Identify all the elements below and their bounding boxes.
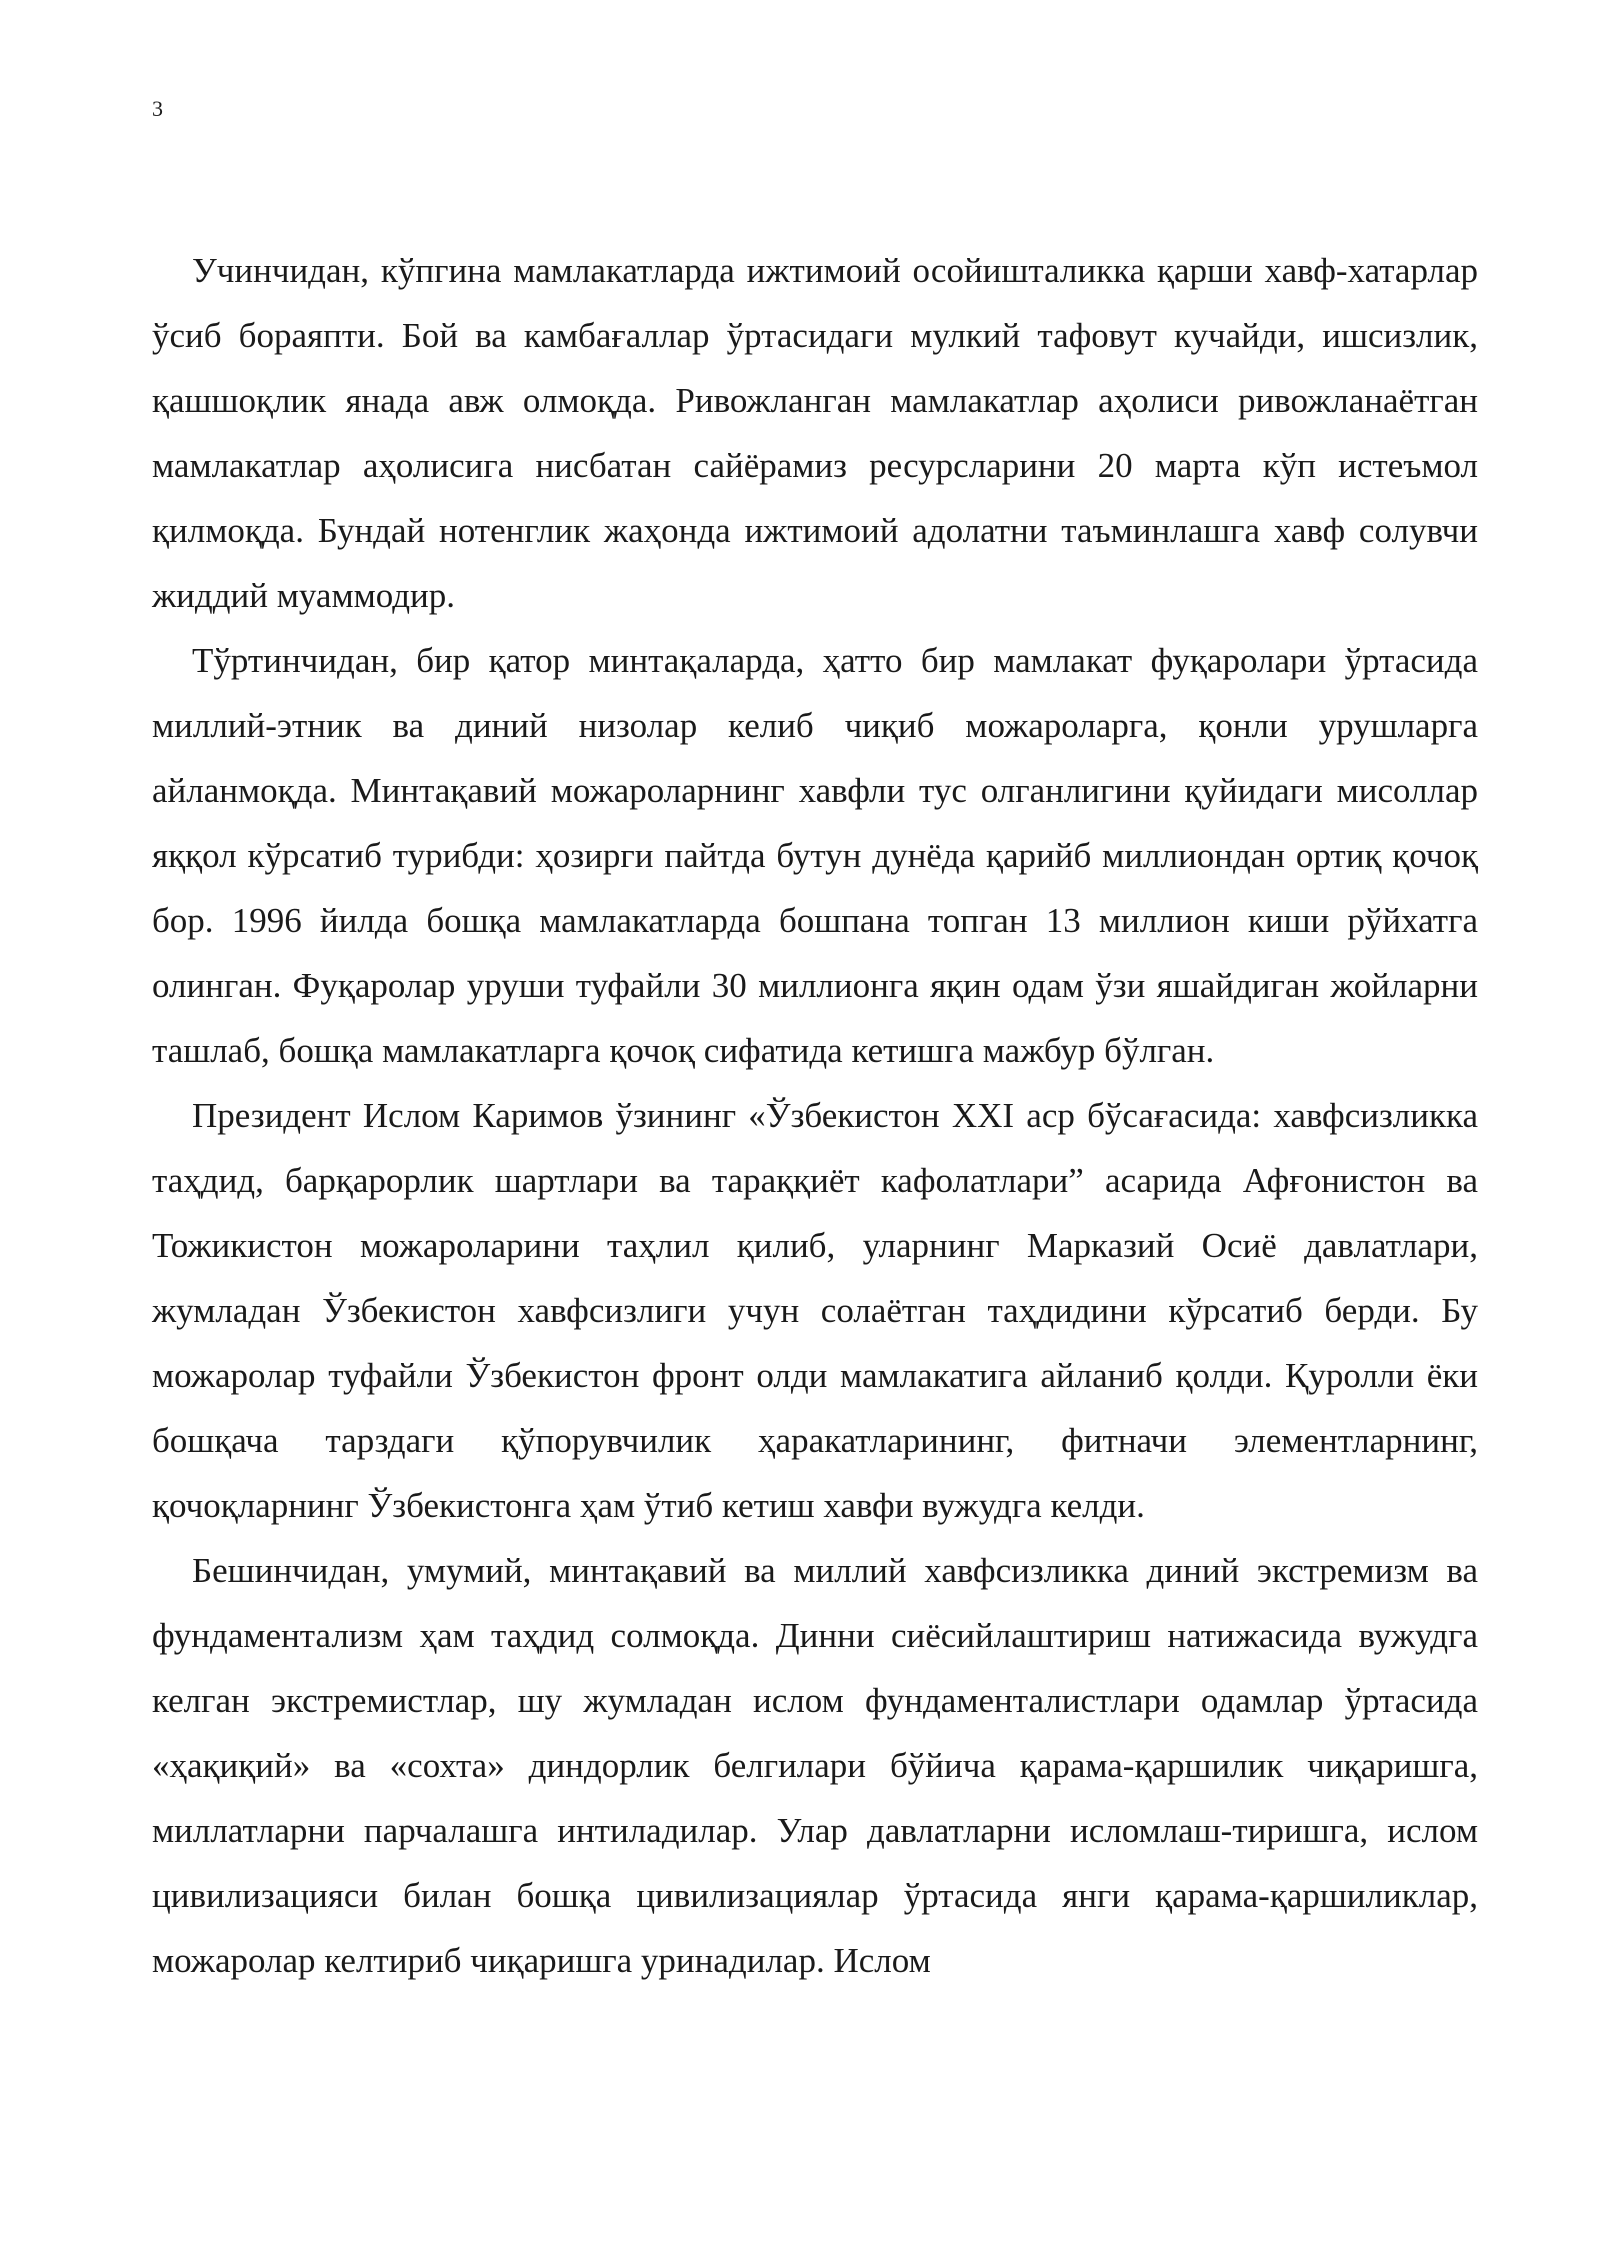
- document-body: [152, 238, 1478, 1993]
- paragraph: Тўртинчидан, бир қатор минтақаларда, ҳатто бир мамлакат фуқаролари ўртасида миллий-этник ва диний низолар келиб чиқиб можароларга, қонли урушларга айланмоқда. Минтақавий можароларнинг хавфли тус олганлигини қуйидаги мисоллар яққол кўрсатиб турибди: ҳозирги пайтда бутун дунёда қарийб миллиондан ортиқ қочоқ бор. 1996 йилда бошқа мамлакатларда бошпана топган 13 миллион киши рўйхатга олинган. Фуқаролар уруши туфайли 30 миллионга яқин одам ўзи яшайдиган жойларни ташлаб, бошқа мамлакатларга қочоқ сифатида кетишга мажбур бўлган.: [152, 641, 1478, 1070]
- paragraph: Президент Ислом Каримов ўзининг «Ўзбекистон XXI аср бўсағасида: хавфсизликка таҳдид, барқарорлик шартлари ва тараққиёт кафолатлари” асарида Афғонистон ва Тожикистон можароларини таҳлил қилиб, уларнинг Марказий Осиё давлатлари, жумладан Ўзбекистон хавфсизлиги учун солаётган таҳдидини кўрсатиб берди. Бу можаролар туфайли Ўзбекистон фронт олди мамлакатига айланиб қолди. Қуролли ёки бошқача тарздаги қўпорувчилик ҳаракатларининг, фитначи элементларнинг, қочоқларнинг Ўзбекистонга ҳам ўтиб кетиш хавфи вужудга келди.: [152, 1096, 1478, 1525]
- paragraph: Бешинчидан, умумий, минтақавий ва миллий хавфсизликка диний экстремизм ва фундаментализм ҳам таҳдид солмоқда. Динни сиёсийлаштириш натижасида вужудга келган экстремистлар, шу жумладан ислом фундаменталистлари одамлар ўртасида «ҳақиқий» ва «сохта» диндорлик белгилари бўйича қарама-қаршилик чиқаришга, миллатларни парчалашга интиладилар. Улар давлатларни исломлаш-тиришга, ислом цивилизацияси билан бошқа цивилизациялар ўртасида янги қарама-қаршиликлар, можаролар келтириб чиқаришга уринадилар. Ислом: [152, 1551, 1478, 1980]
- paragraph: Учинчидан, кўпгина мамлакатларда ижтимоий осойишталикка қарши хавф-хатарлар ўсиб бораяпти. Бой ва камбағаллар ўртасидаги мулкий тафовут кучайди, ишсизлик, қашшоқлик янада авж олмоқда. Ривожланган мамлакатлар аҳолиси ривожланаётган мамлакатлар аҳолисига нисбатан сайёрамиз ресурсларини 20 марта кўп истеъмол қилмоқда. Бундай нотенглик жаҳонда ижтимоий адолатни таъминлашга хавф солувчи жиддий муаммодир.: [152, 251, 1478, 615]
- page-number: 3: [152, 96, 163, 121]
